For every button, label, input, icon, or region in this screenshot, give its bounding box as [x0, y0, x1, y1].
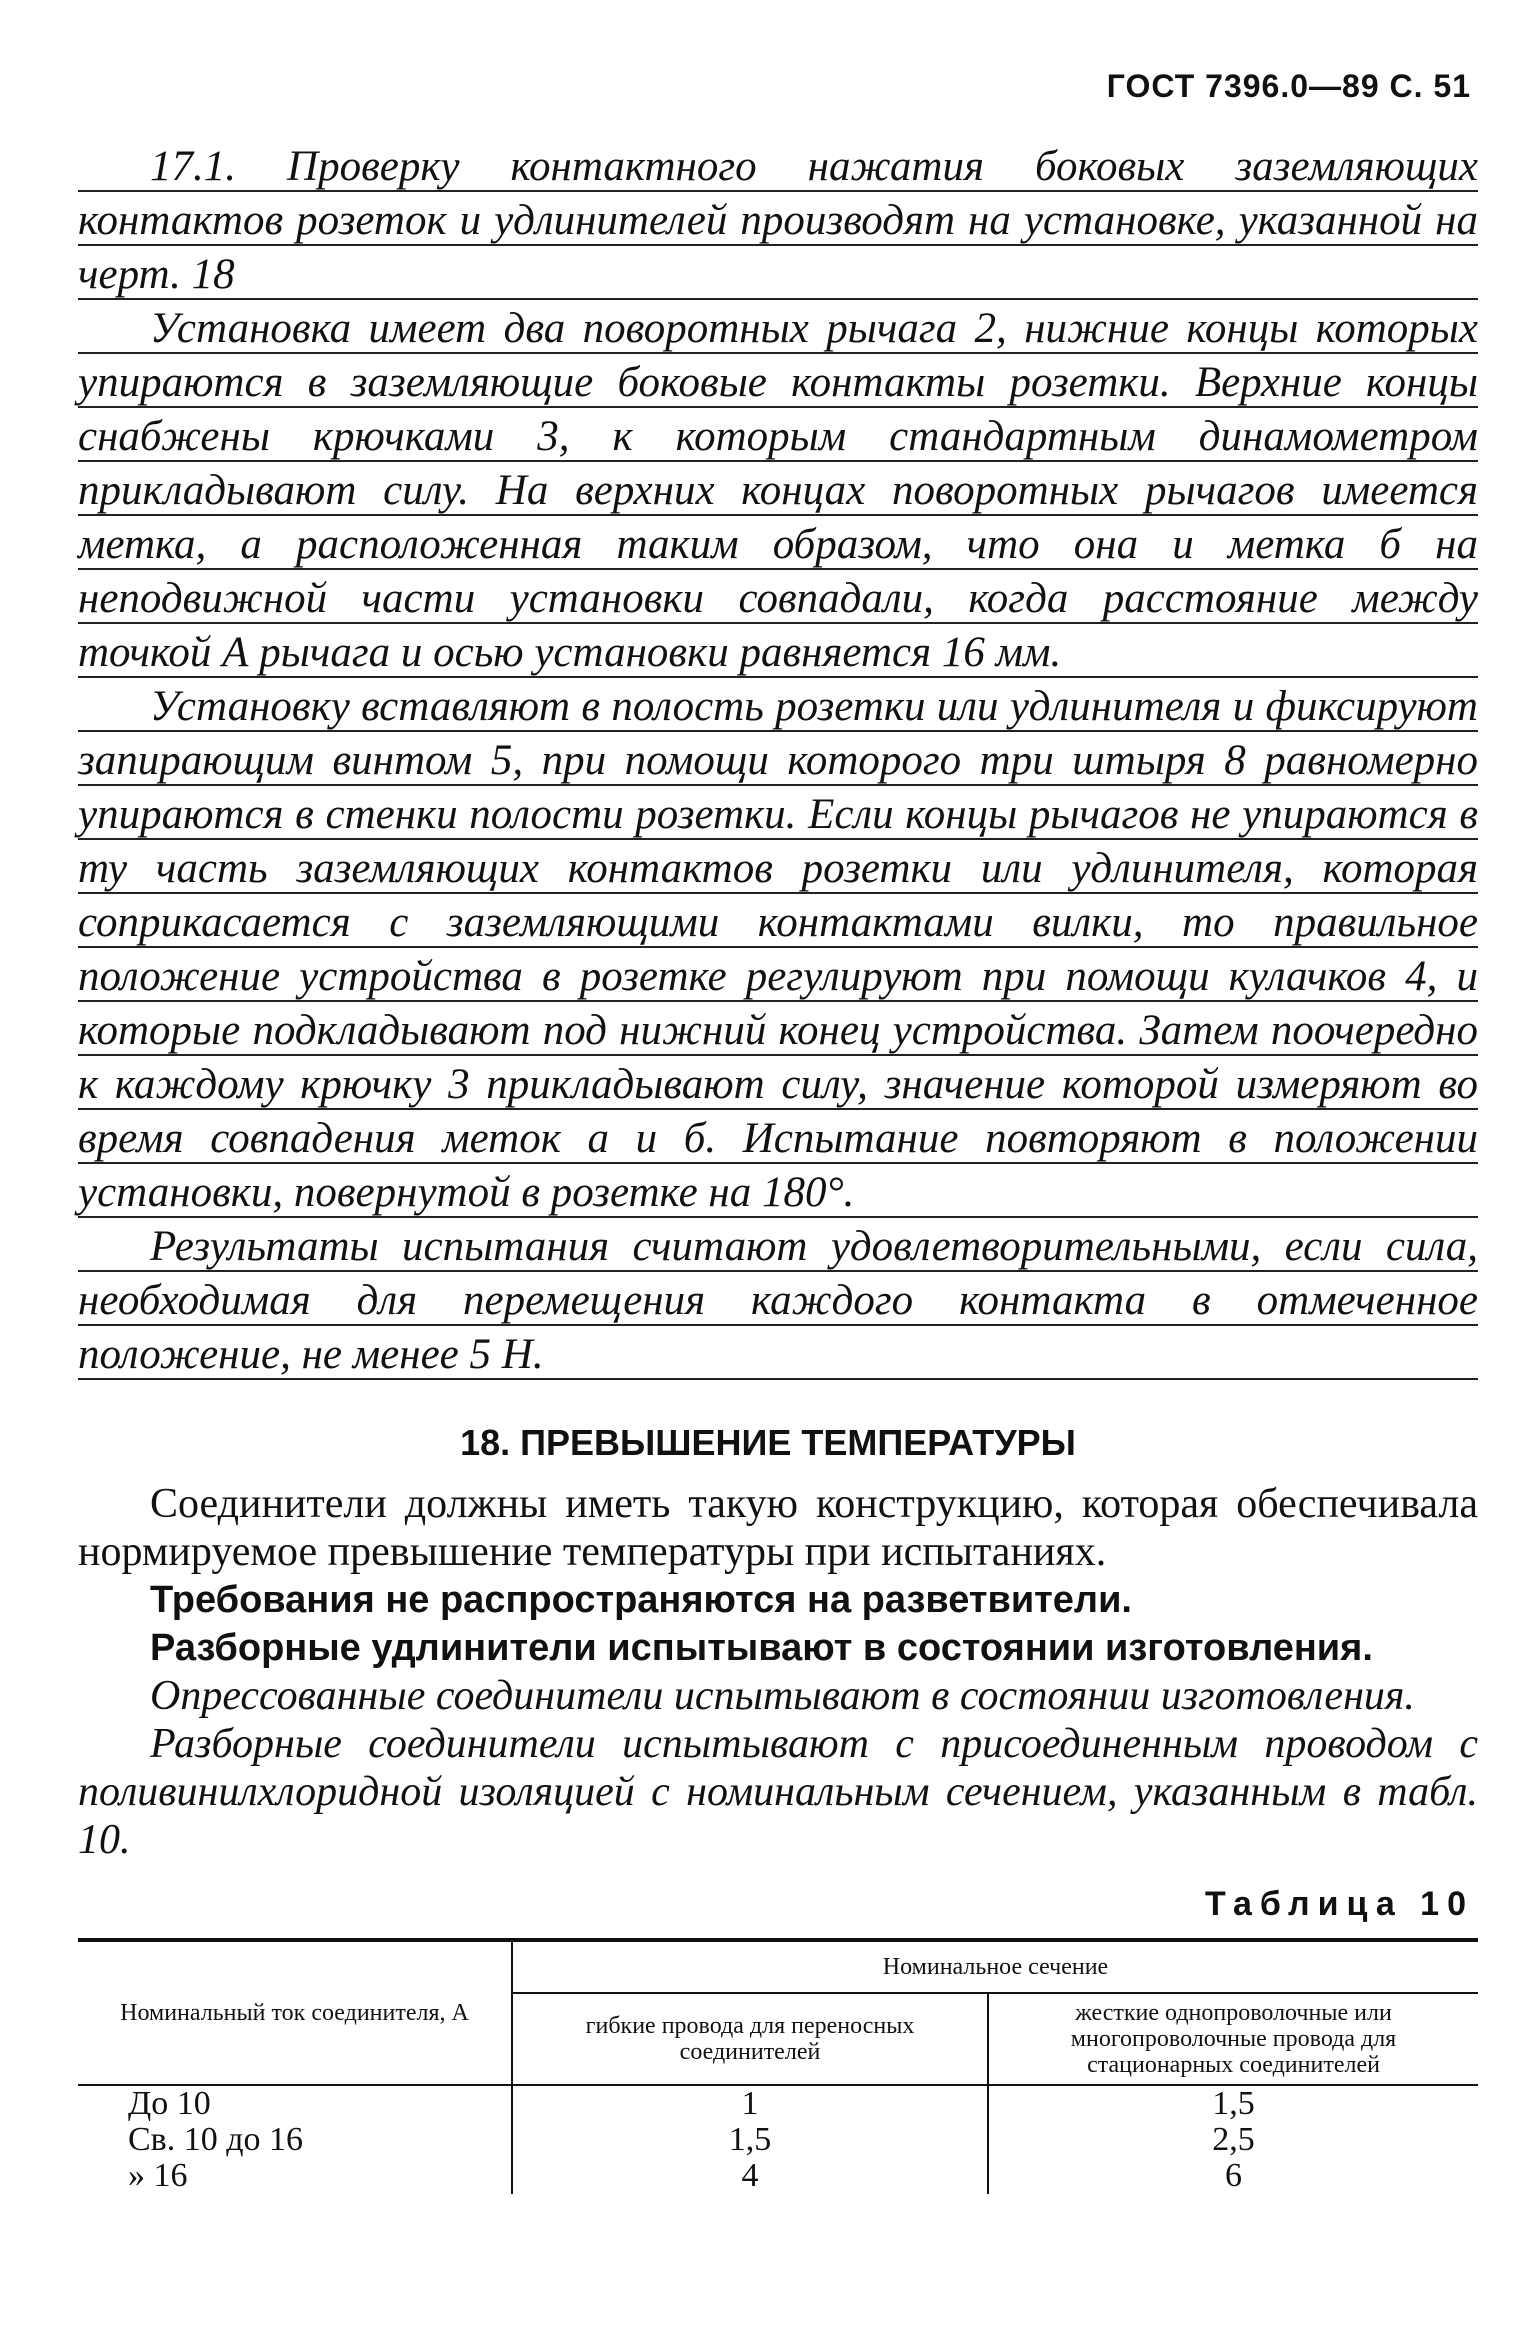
table-row	[78, 2122, 1478, 2158]
paragraph-18-extensions: Разборные удлинители испытывают в состоянии изготовления.	[150, 1627, 1373, 1669]
cell-rigid: 2,5	[988, 2122, 1478, 2158]
cell-rigid: 6	[988, 2158, 1478, 2194]
table-caption: Таблица 10	[1205, 1885, 1474, 1923]
header-nominal-section: Номинальное сечение	[512, 1940, 1478, 1993]
section-18-title: 18. ПРЕВЫШЕНИЕ ТЕМПЕРАТУРЫ	[460, 1422, 1076, 1463]
cell-flexible: 4	[512, 2158, 988, 2194]
paragraph-18-branches: Требования не распространяются на разветвители.	[150, 1579, 1132, 1621]
table-row	[78, 2085, 1478, 2122]
section-18-text	[78, 1480, 1478, 1864]
cross-section-table	[78, 1938, 1478, 2194]
cell-flexible: 1	[512, 2085, 988, 2122]
cell-current: » 16	[128, 2157, 188, 2194]
cell-flexible: 1,5	[512, 2122, 988, 2158]
paragraph-procedure: Установку вставляют в полость розетки или удлинителя и фиксируют запирающим винтом 5, при помощи которого три штыря 8 равномерно упираются в стенки полости розетки. Если концы рычагов не упираются в ту часть заземляющих контактов розетки или удлинителя, которая соприкасается с заземляющими контактами вилки, то правильное положение устройства в розетке регулируют при помощи кулачков 4, и которые подкладывают под нижний конец устройства. Затем поочередно к каждому крючку 3 прикладывают силу, значение которой измеряют во время совпадения меток а и б. Испытание повторяют в положении установки, повернутой в розетке на 180°.	[78, 683, 1478, 1216]
cell-current: Св. 10 до 16	[128, 2121, 304, 2158]
table-row	[78, 2158, 1478, 2194]
header-flexible: гибкие провода для переносных соединителей	[512, 1993, 988, 2085]
paragraph-18-wire: Разборные соединители испытывают с присоединенным проводом с поливинилхлоридной изоляцией с номинальным сечением, указанным в табл. 10.	[78, 1721, 1478, 1863]
paragraph-18-pressed: Опрессованные соединители испытывают в состоянии изготовления.	[150, 1673, 1415, 1719]
section-17-text	[78, 140, 1478, 1382]
paragraph-18-construction: Соединители должны иметь такую конструкцию, которая обеспечивала нормируемое превышение температуры при испытаниях.	[78, 1481, 1478, 1575]
header-current: Номинальный ток соединителя, А	[78, 1940, 512, 2085]
header-rigid: жесткие однопроволочные или многопроволочные провода для стационарных соединителей	[988, 1993, 1478, 2085]
paragraph-17-1: 17.1. Проверку контактного нажатия боковых заземляющих контактов розеток и удлинителей производят на установке, указанной на черт. 18	[78, 143, 1478, 298]
page-header: ГОСТ 7396.0—89 С. 51	[1106, 68, 1471, 104]
cell-current: До 10	[128, 2085, 211, 2122]
cell-rigid: 1,5	[988, 2085, 1478, 2122]
paragraph-setup-description: Установка имеет два поворотных рычага 2, нижние концы которых упираются в заземляющие боковые контакты розетки. Верхние концы снабжены крючками 3, к которым стандартным динамометром прикладывают силу. На верхних концах поворотных рычагов имеется метка, а расположенная таким образом, что она и метка б на неподвижной части установки совпадали, когда расстояние между точкой А рычага и осью установки равняется 16 мм.	[78, 305, 1478, 676]
paragraph-results: Результаты испытания считают удовлетворительными, если сила, необходимая для перемещения каждого контакта в отмеченное положение, не менее 5 Н.	[78, 1223, 1478, 1378]
